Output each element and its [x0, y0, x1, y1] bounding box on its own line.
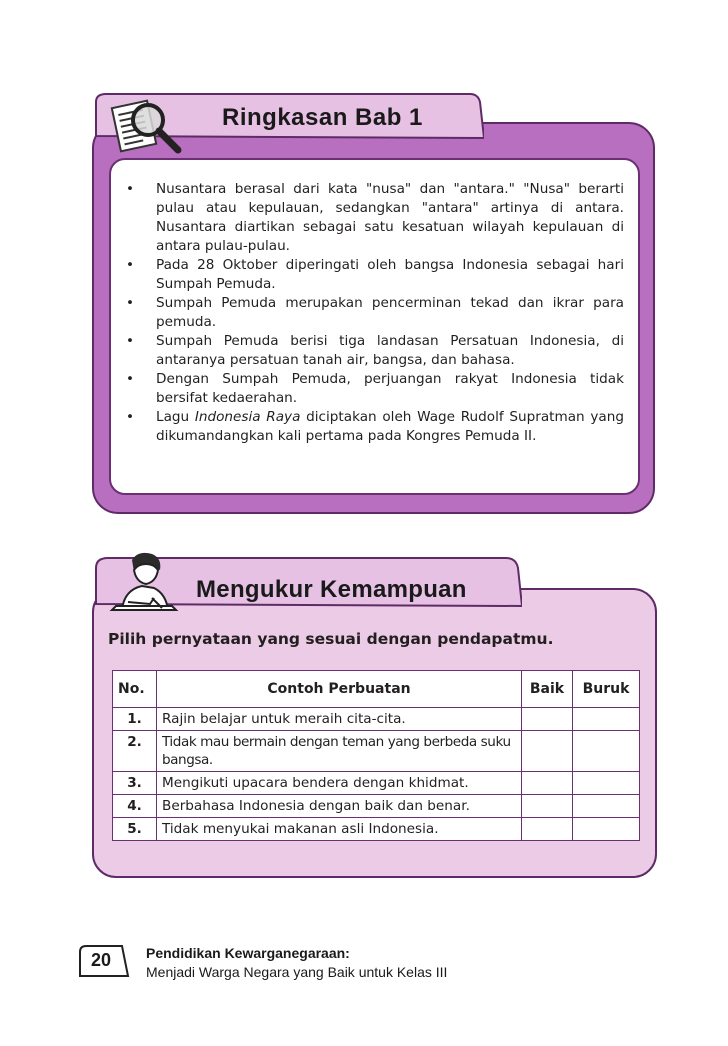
row-action: Berbahasa Indonesia dengan baik dan benar.	[157, 795, 522, 818]
song-title: Indonesia Raya	[194, 409, 301, 425]
list-item: • Sumpah Pemuda berisi tiga landasan Persatuan Indonesia, di antaranya persatuan tanah air, bangsa, dan bahasa.	[124, 332, 624, 370]
row-action: Rajin belajar untuk meraih cita-cita.	[157, 708, 522, 731]
book-subtitle: Menjadi Warga Negara yang Baik untuk Kelas III	[146, 964, 448, 980]
assessment-instruction: Pilih pernyataan yang sesuai dengan pendapatmu.	[108, 630, 554, 648]
magnifier-document-icon	[104, 92, 186, 158]
good-answer-cell[interactable]	[522, 818, 573, 841]
page-number: 20	[90, 950, 112, 970]
row-action: Tidak mau bermain dengan teman yang berbeda suku bangsa.	[157, 731, 522, 772]
student-writing-icon	[106, 550, 182, 614]
bad-answer-cell[interactable]	[573, 772, 640, 795]
table-row	[113, 708, 640, 731]
list-item: • Sumpah Pemuda merupakan pencerminan tekad dan ikrar para pemuda.	[124, 294, 624, 332]
table-row	[113, 795, 640, 818]
list-item: • Dengan Sumpah Pemuda, perjuangan rakyat Indonesia tidak bersifat kedaerahan.	[124, 370, 624, 408]
good-answer-cell[interactable]	[522, 772, 573, 795]
list-item-text: Lagu	[156, 409, 195, 425]
book-title: Pendidikan Kewarganegaraan:	[146, 945, 350, 961]
bad-answer-cell[interactable]	[573, 795, 640, 818]
table-row	[113, 731, 640, 772]
bad-answer-cell[interactable]	[573, 818, 640, 841]
column-header-action: Contoh Perbuatan	[157, 671, 522, 708]
row-number: 1.	[113, 708, 157, 731]
table-row	[113, 818, 640, 841]
bad-answer-cell[interactable]	[573, 708, 640, 731]
row-number: 5.	[113, 818, 157, 841]
list-item: • Nusantara berasal dari kata "nusa" dan "antara." "Nusa" berarti pulau atau kepulauan, sedangkan "antara" artinya di antara. Nusantara diartikan sebagai satu kesatuan wilayah kepulauan di antara pulau-pulau.	[124, 180, 624, 256]
row-number: 3.	[113, 772, 157, 795]
list-item-text: diciptakan oleh Wage Rudolf Supratman yang dikumandangkan kali pertama pada Kongres Pemuda II.	[156, 409, 624, 444]
summary-title: Ringkasan Bab 1	[222, 104, 423, 131]
list-item	[124, 408, 624, 446]
row-number: 2.	[113, 731, 157, 772]
table-header-row	[113, 671, 640, 708]
row-number: 4.	[113, 795, 157, 818]
assessment-title: Mengukur Kemampuan	[196, 576, 467, 603]
column-header-no: No.	[113, 671, 157, 708]
summary-list	[124, 180, 624, 446]
table-row	[113, 772, 640, 795]
list-item: • Pada 28 Oktober diperingati oleh bangsa Indonesia sebagai hari Sumpah Pemuda.	[124, 256, 624, 294]
good-answer-cell[interactable]	[522, 708, 573, 731]
column-header-bad: Buruk	[573, 671, 640, 708]
row-action: Mengikuti upacara bendera dengan khidmat.	[157, 772, 522, 795]
assessment-table	[112, 670, 640, 841]
good-answer-cell[interactable]	[522, 795, 573, 818]
column-header-good: Baik	[522, 671, 573, 708]
row-action: Tidak menyukai makanan asli Indonesia.	[157, 818, 522, 841]
bad-answer-cell[interactable]	[573, 731, 640, 772]
good-answer-cell[interactable]	[522, 731, 573, 772]
